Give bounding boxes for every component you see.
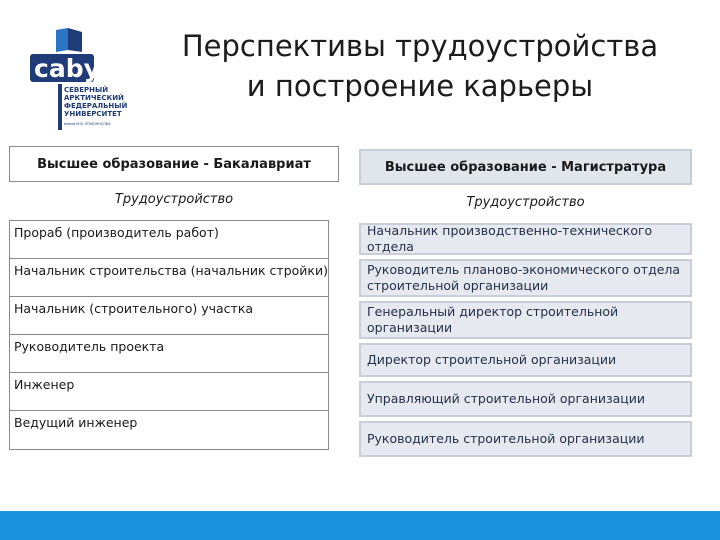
- master-job-list: [359, 223, 692, 457]
- list-item: Руководитель планово-экономического отдела строительной организации: [359, 259, 692, 297]
- page-title: [150, 26, 690, 106]
- logo-line-5: имени М.В. ЛОМОНОСОВА: [64, 122, 111, 126]
- list-item: Начальник производственно-технического отдела: [359, 223, 692, 255]
- list-item: Инженер: [10, 373, 328, 411]
- master-subheader: Трудоустройство: [466, 195, 585, 210]
- list-item: Прораб (производитель работ): [10, 221, 328, 259]
- logo-graphic: [28, 28, 128, 138]
- master-header: Высшее образование - Магистратура: [359, 149, 692, 185]
- bachelor-column: [9, 146, 339, 450]
- logo-line-3: ФЕДЕРАЛЬНЫЙ: [64, 102, 128, 110]
- logo-line-4: УНИВЕРСИТЕТ: [64, 110, 122, 118]
- title-line-2: и построение карьеры: [246, 69, 594, 103]
- list-item: Управляющий строительной организации: [359, 381, 692, 417]
- list-item: Ведущий инженер: [14, 415, 138, 430]
- bottom-accent-bar: [0, 511, 720, 540]
- list-item: Начальник строительства (начальник стройки): [10, 259, 328, 297]
- list-item: Генеральный директор строительной организации: [359, 301, 692, 339]
- logo-line-2: АРКТИЧЕСКИЙ: [64, 94, 124, 102]
- logo-brand: caby: [34, 54, 100, 83]
- bachelor-job-list: [9, 220, 329, 450]
- list-item: Начальник (строительного) участка: [10, 297, 328, 335]
- title-line-1: Перспективы трудоустройства: [181, 29, 659, 63]
- list-item: Руководитель проекта: [10, 335, 328, 373]
- master-column: [359, 149, 692, 461]
- bachelor-header: Высшее образование - Бакалавриат: [9, 146, 339, 182]
- university-logo: [28, 28, 128, 138]
- logo-line-1: СЕВЕРНЫЙ: [64, 86, 109, 94]
- bachelor-subheader: Трудоустройство: [114, 192, 234, 207]
- list-item: Директор строительной организации: [359, 343, 692, 377]
- list-item: Руководитель строительной организации: [359, 421, 692, 457]
